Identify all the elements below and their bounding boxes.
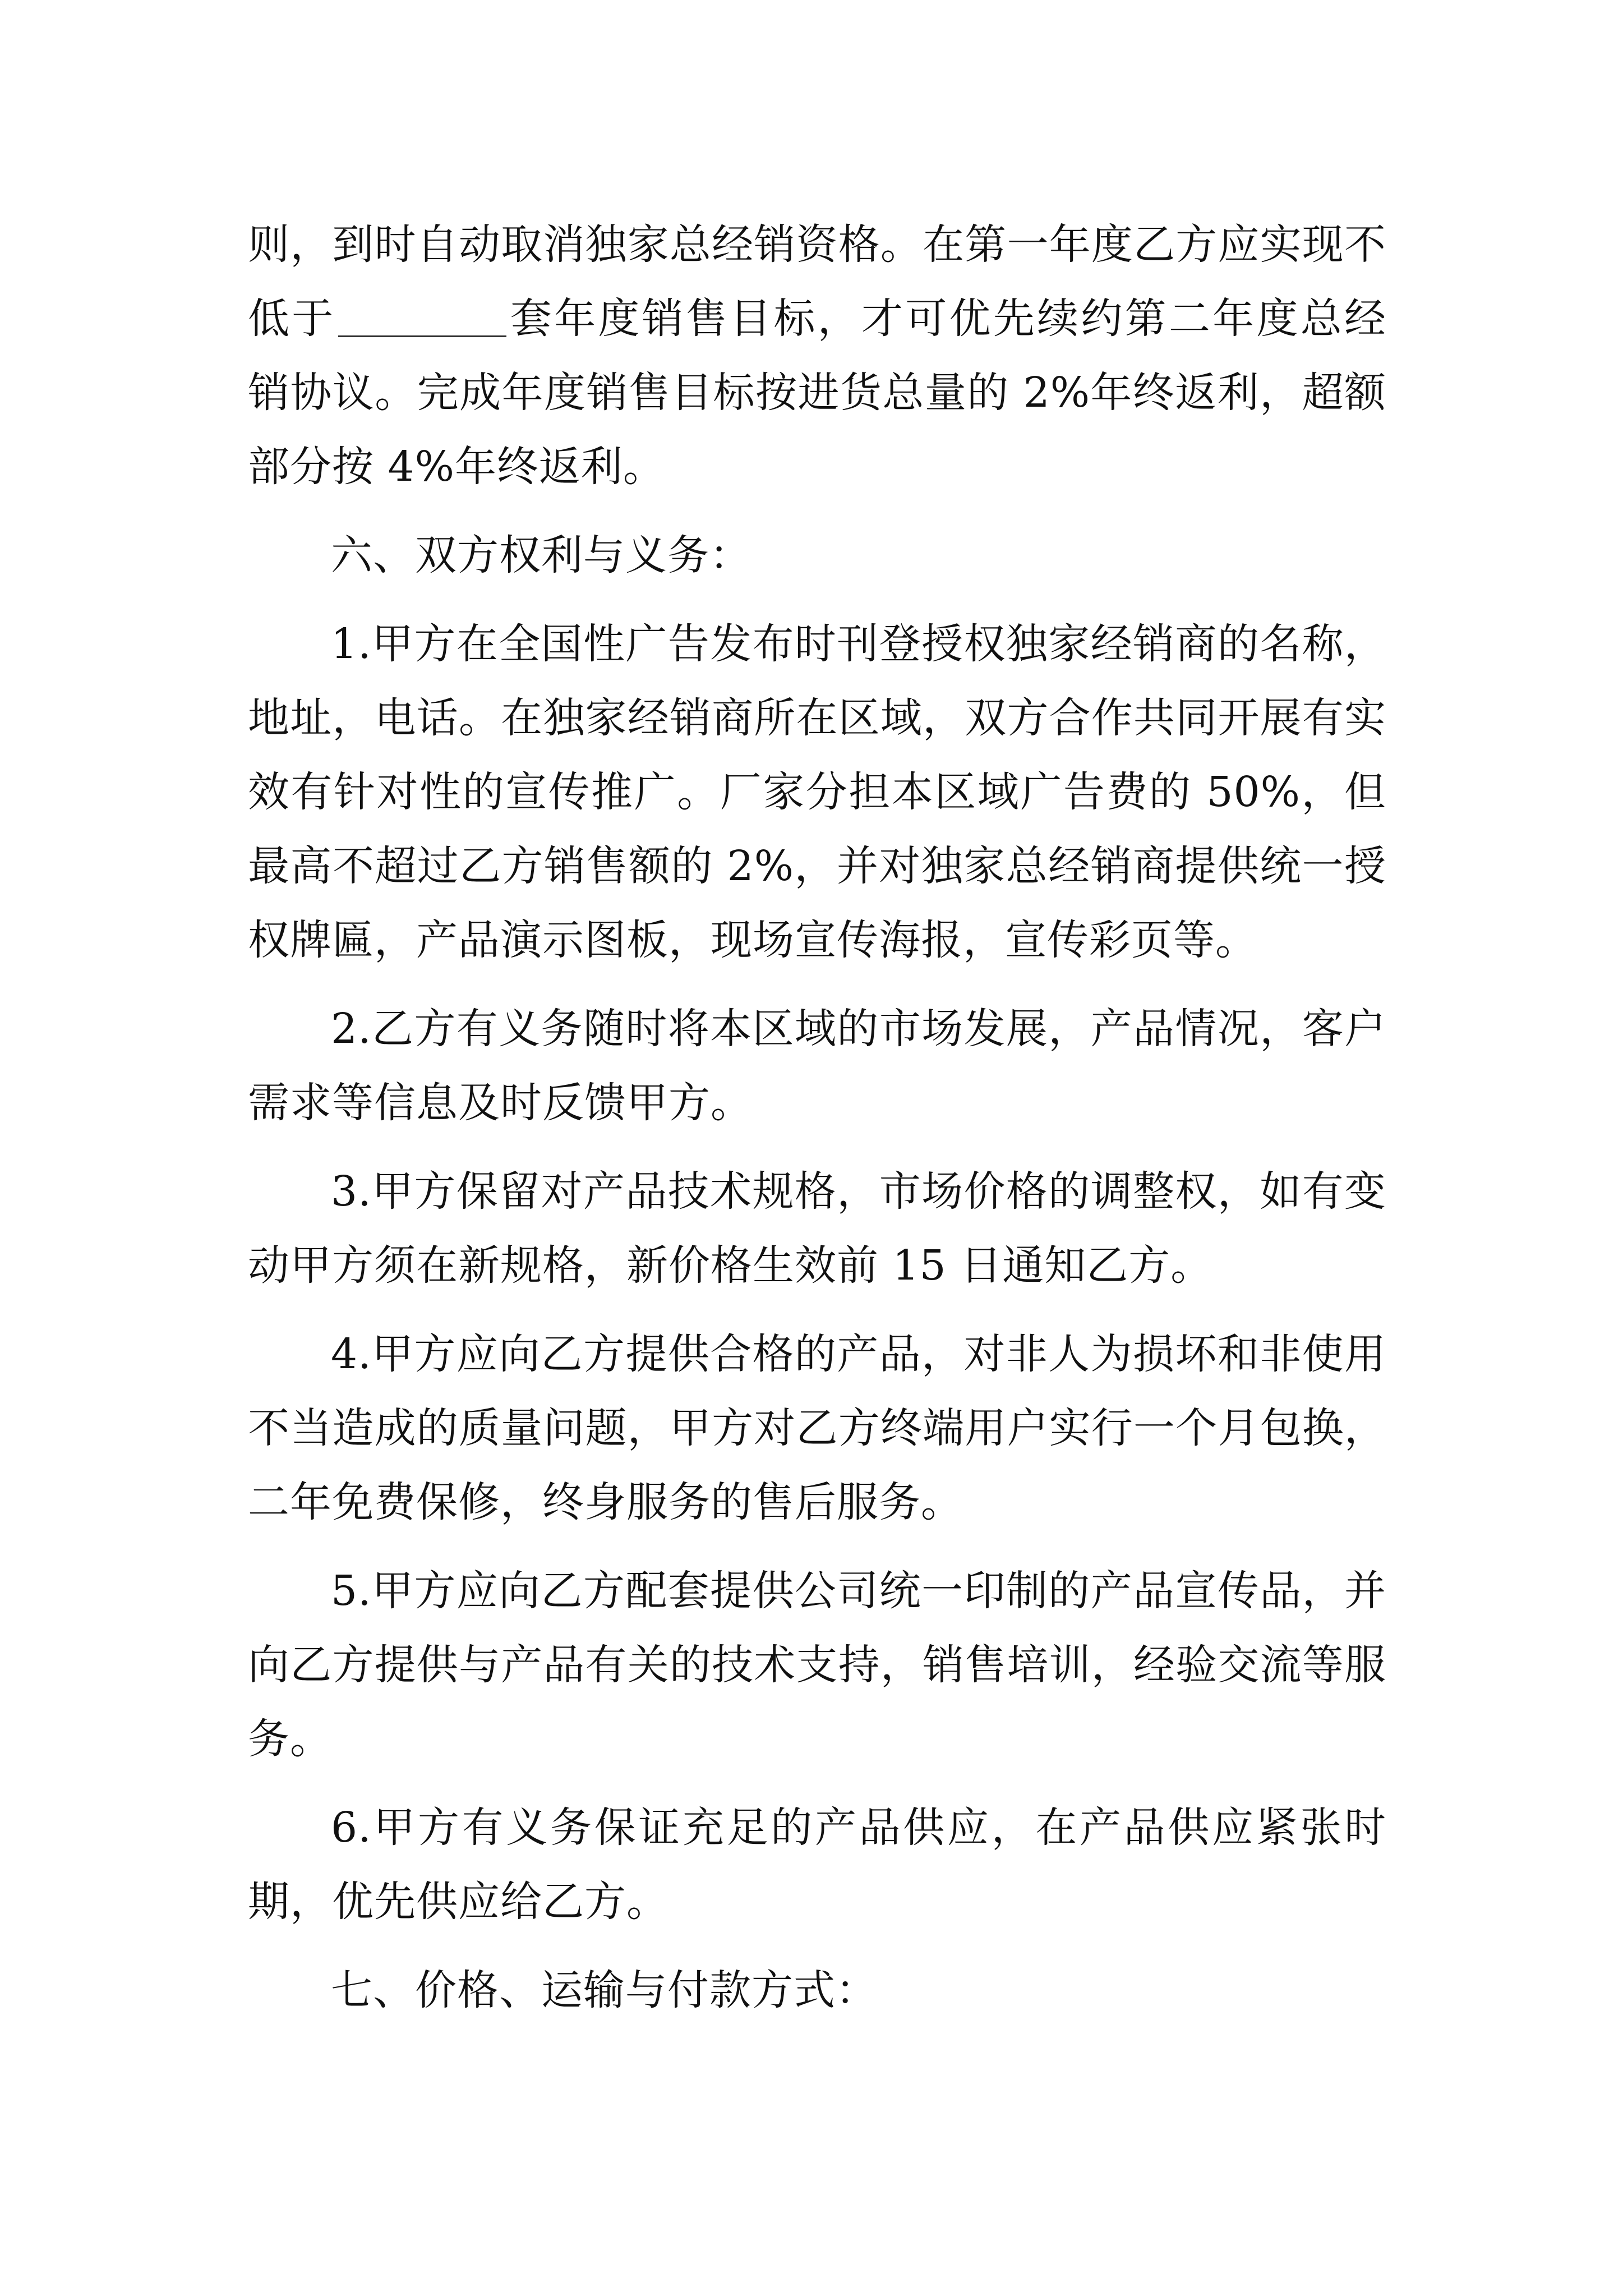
clause-1: 1.甲方在全国性广告发布时刊登授权独家经销商的名称，地址，电话。在独家经销商所在区域，双方合作共同开展有实效有针对性的宣传推广。厂家分担本区域广告费的 50%，但最高不超过乙方销售额的 2%，并对独家总经销商提供统一授权牌匾，产品演示图板，现场宣传海报，宣传彩页等。 <box>248 620 1386 964</box>
clause-2: 2.乙方有义务随时将本区域的市场发展，产品情况，客户需求等信息及时反馈甲方。 <box>248 1005 1386 1127</box>
fill-in-blank <box>338 296 506 337</box>
clause-5: 5.甲方应向乙方配套提供公司统一印制的产品宣传品，并向乙方提供与产品有关的技术支持，销售培训，经验交流等服务。 <box>248 1567 1386 1763</box>
sales-target-text-start: 则，到时自动取消独家总经销资格。在第一年度乙方应实现不低于 <box>248 220 1386 343</box>
section-7-heading: 七、价格、运输与付款方式： <box>331 1966 878 2014</box>
document-body <box>248 208 1386 2027</box>
section-6-heading: 六、双方权利与义务： <box>331 531 751 579</box>
paragraph-sales-target <box>248 208 1386 504</box>
clause-4: 4.甲方应向乙方提供合格的产品，对非人为损坏和非使用不当造成的质量问题，甲方对乙方终端用户实行一个月包换，二年免费保修，终身服务的售后服务。 <box>248 1330 1386 1526</box>
clause-3: 3.甲方保留对产品技术规格，市场价格的调整权，如有变动甲方须在新规格，新价格生效前 15 日通知乙方。 <box>248 1167 1386 1290</box>
sales-target-text-end: 套年度销售目标，才可优先续约第二年度总经销协议。完成年度销售目标按进货总量的 2%年终返利，超额部分按 4%年终返利。 <box>248 295 1386 491</box>
clause-6: 6.甲方有义务保证充足的产品供应，在产品供应紧张时期，优先供应给乙方。 <box>248 1803 1386 1926</box>
